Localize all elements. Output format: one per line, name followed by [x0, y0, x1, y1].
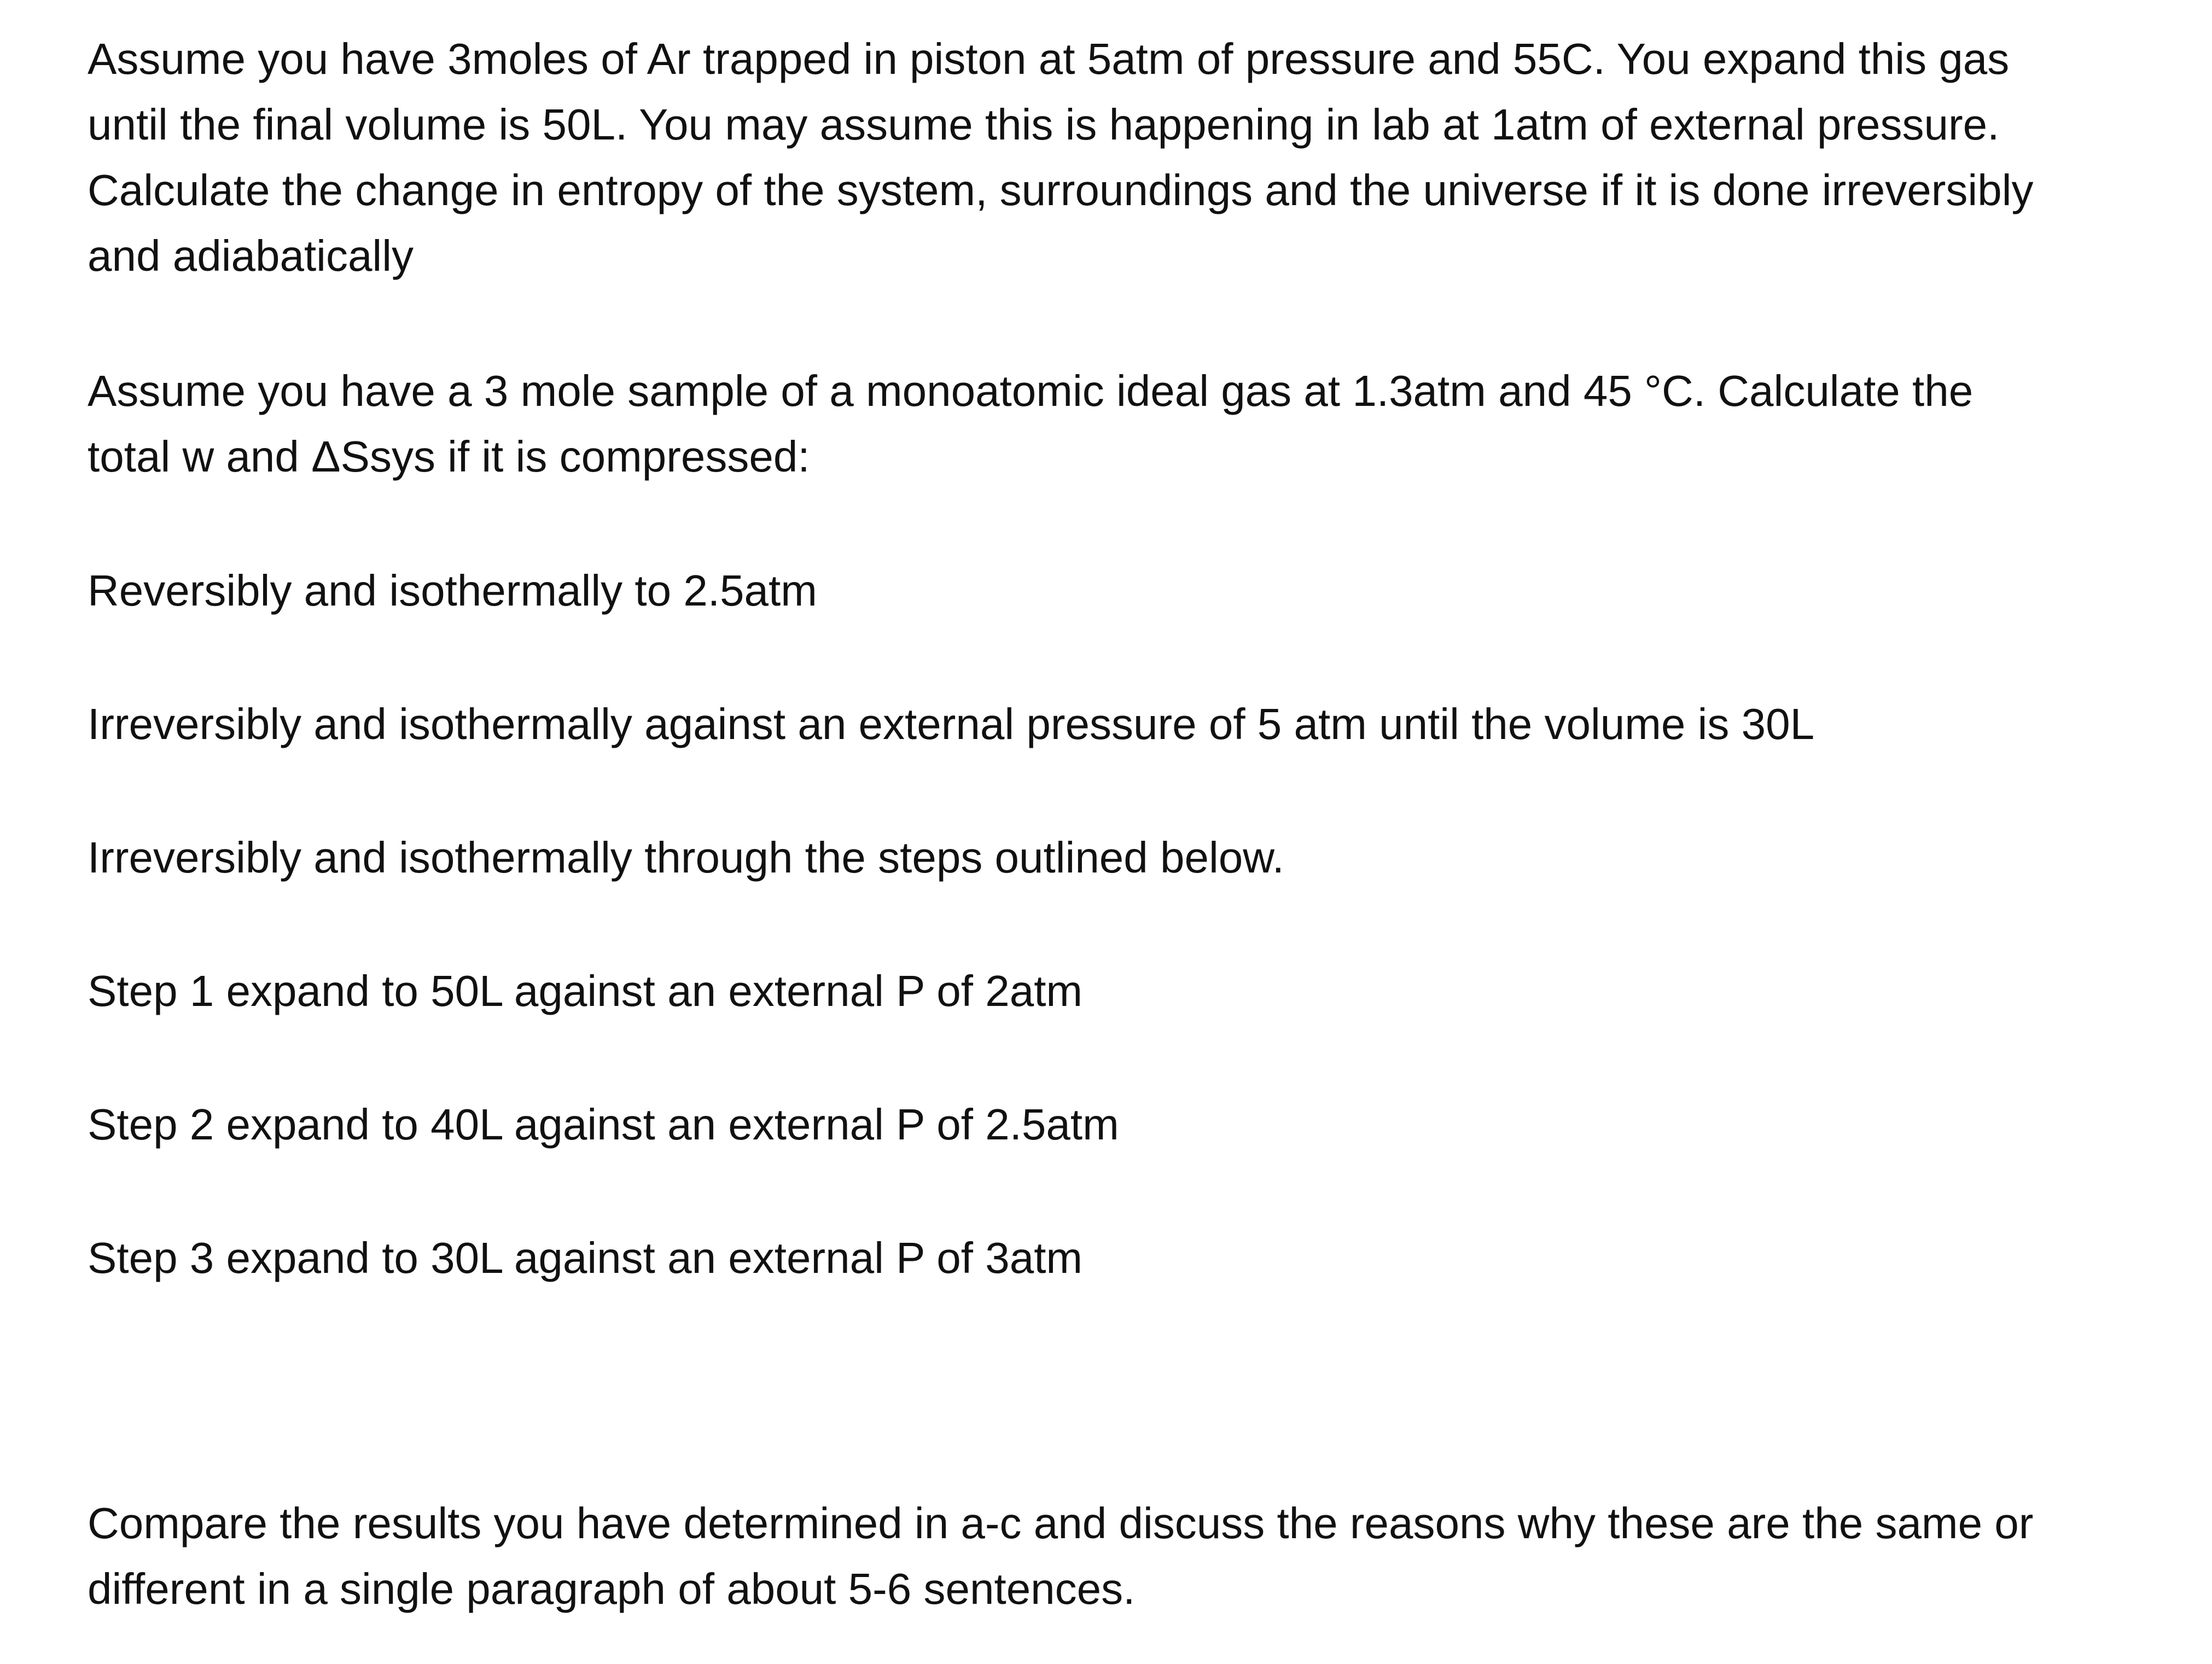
question-1-line: and adiabatically	[88, 231, 414, 280]
compare-line: Compare the results you have determined in a-c and discuss the reasons why these are the same or	[88, 1499, 2034, 1547]
question-2-line: Assume you have a 3 mole sample of a monoatomic ideal gas at 1.3atm and 45 °C. Calculate the	[88, 366, 1974, 415]
question-2-paragraph	[88, 358, 2177, 490]
compare-line: different in a single paragraph of about 5-6 sentences.	[88, 1564, 1136, 1613]
compare-paragraph	[88, 1491, 2177, 1622]
step-3-line: Step 3 expand to 30L against an external P of 3atm	[88, 1234, 1083, 1282]
question-1-paragraph	[88, 26, 2177, 289]
part-a-line: Reversibly and isothermally to 2.5atm	[88, 566, 817, 615]
question-1-line: Assume you have 3moles of Ar trapped in piston at 5atm of pressure and 55C. You expand this gas	[88, 34, 2010, 83]
question-2-line: total w and ΔSsys if it is compressed:	[88, 432, 810, 481]
question-1-line: until the final volume is 50L. You may assume this is happening in lab at 1atm of external pressure.	[88, 100, 2000, 149]
step-1-text	[88, 958, 2177, 1024]
step-2-text	[88, 1092, 2177, 1157]
part-b-text	[88, 691, 2177, 757]
part-b-line: Irreversibly and isothermally against an external pressure of 5 atm until the volume is 30L	[88, 700, 1815, 748]
step-1-line: Step 1 expand to 50L against an external P of 2atm	[88, 967, 1083, 1015]
step-3-text	[88, 1225, 2177, 1291]
part-a-text	[88, 558, 2177, 624]
step-2-line: Step 2 expand to 40L against an external P of 2.5atm	[88, 1100, 1119, 1149]
question-1-line: Calculate the change in entropy of the system, surroundings and the universe if it is done irreversibly	[88, 166, 2034, 214]
part-c-text	[88, 825, 2177, 891]
part-c-line: Irreversibly and isothermally through the steps outlined below.	[88, 833, 1284, 882]
